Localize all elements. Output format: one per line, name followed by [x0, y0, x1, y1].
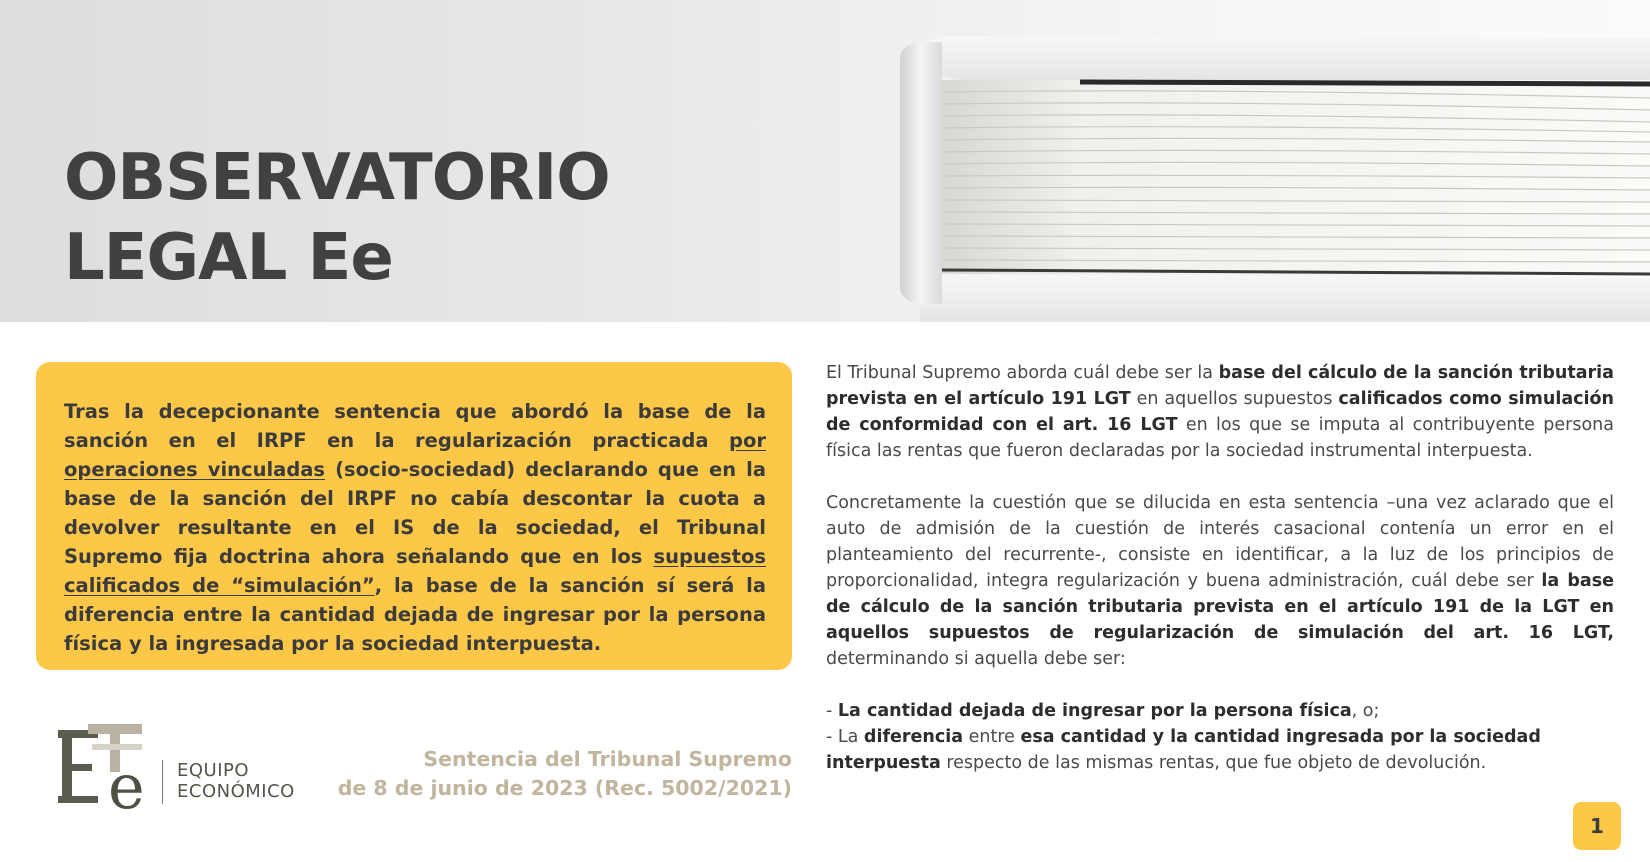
logo-text-line1: EQUIPO — [177, 760, 250, 781]
citation-line-2: de 8 de junio de 2023 (Rec. 5002/2021) — [337, 776, 792, 800]
body-text: en aquellos supuestos — [1130, 389, 1339, 409]
body-text: , o; — [1351, 701, 1380, 721]
underlined-phrase: supuestos calificados de “simulación” — [64, 545, 766, 597]
body-text: en los que se imputa al contribuyente persona física las rentas que fueron declaradas por la sociedad instrumental interpuesta. — [826, 415, 1614, 461]
list-bullet: - — [826, 701, 838, 721]
summary-text-part: (socio-sociedad) declarando que en la base de la sanción del IRPF no cabía descontar la cuota a devolver resultante en el IS de la sociedad, el Tribunal Supremo fija doctrina ahora señalando que en los — [64, 458, 766, 568]
summary-callout — [36, 362, 792, 670]
logo-text-line2: ECONÓMICO — [177, 781, 295, 802]
body-bold-text: esa cantidad y la cantidad ingresada por la sociedad interpuesta — [826, 727, 1541, 773]
book-image — [900, 20, 1650, 322]
underlined-phrase: por operaciones vinculadas — [64, 429, 766, 481]
body-text: entre — [963, 727, 1021, 747]
options-list — [826, 698, 1614, 776]
logo-divider — [162, 760, 163, 804]
article-body — [826, 360, 1614, 776]
list-bullet: - La — [826, 727, 864, 747]
title-line-2: LEGAL Ee — [64, 221, 393, 295]
title-line-1: OBSERVATORIO — [64, 141, 610, 215]
svg-text:e: e — [108, 750, 145, 812]
citation-line-1: Sentencia del Tribunal Supremo — [423, 747, 792, 771]
body-paragraph-2 — [826, 490, 1614, 672]
body-bold-text: diferencia — [863, 727, 964, 747]
body-paragraph-1 — [826, 360, 1614, 464]
list-item — [826, 724, 1614, 776]
page-number-badge: 1 — [1573, 802, 1621, 850]
list-item — [826, 698, 1614, 724]
body-bold-text: La cantidad dejada de ingresar por la persona física — [837, 701, 1352, 721]
summary-text — [64, 397, 766, 658]
body-bold-text: base del cálculo de la sanción tributaria prevista en el artículo 191 LGT — [826, 363, 1614, 409]
body-bold-text: calificados como simulación de conformidad con el art. 16 LGT — [826, 389, 1614, 435]
header-banner — [0, 0, 1650, 322]
body-text: respecto de las mismas rentas, que fue objeto de devolución. — [940, 753, 1487, 773]
body-text: determinando si aquella debe ser: — [826, 649, 1126, 669]
ruling-citation — [338, 745, 792, 803]
body-text: El Tribunal Supremo aborda cuál debe ser la — [826, 363, 1219, 383]
summary-text-part: Tras la decepcionante sentencia que abordó la base de la sanción en el IRPF en la regularización practicada — [64, 400, 766, 452]
summary-text-part: , la base de la sanción sí será la diferencia entre la cantidad dejada de ingresar por la persona física y la ingresada por la sociedad interpuesta. — [64, 574, 766, 655]
body-text: Concretamente la cuestión que se dilucida en esta sentencia –una vez aclarado que el auto de admisión de la cuestión de interés casacional contenía un error en el planteamiento del recurrente-, consiste en identificar, a la luz de los principios de proporcionalidad, integra regularización y buena administración, cuál debe ser — [826, 493, 1614, 591]
page-title — [64, 138, 610, 298]
body-bold-text: la base de cálculo de la sanción tributaria prevista en el artículo 191 de la LGT en aquellos supuestos de regularización de simulación del art. 16 LGT, — [826, 571, 1614, 643]
